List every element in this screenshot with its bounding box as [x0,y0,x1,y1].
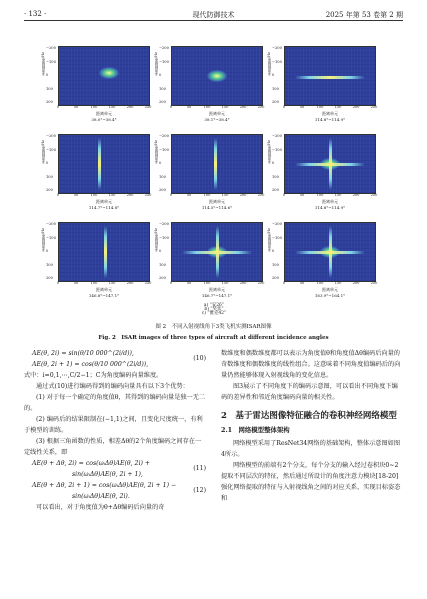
x-tick-label: 0 [169,281,173,285]
equation-12 [24,480,206,502]
panel-angle-label: 146.8°~147.1° [88,293,120,298]
panel-angle-label: 114.8°~114.9° [314,205,346,210]
x-tick-label: 200 [352,105,360,109]
x-tick-label: 150 [108,193,116,197]
scatter-blob [329,138,332,190]
row-label: c) “雅克42” [201,311,227,316]
paragraph: 数维度和偶数维度都可以表示为角度值θ和角度值Δθ编码后向量的奇数维度和偶数维度的线性组合。这意味着不同角度值编码后的向量仍然能够体现入射视线角的变化信息。 [221,350,401,379]
y-tick-label: −100 [272,59,282,64]
x-tick-label: 250 [370,105,378,109]
y-tick-label: 0 [272,249,275,253]
x-tick-label: 200 [126,281,134,285]
y-axis-label: 多普勒频率/Hz [41,52,45,76]
y-axis-label: 多普勒频率/Hz [267,228,271,252]
x-axis-label: 距离单元 [322,199,338,204]
x-tick-label: 50 [186,281,192,285]
y-tick-label: −100 [159,147,169,152]
x-tick-label: 100 [316,105,324,109]
eq10-line1: AE(θ, 2i) = sin(θ/10 000^(2i/d)), [32,350,134,357]
equation-10 [24,348,206,370]
x-tick-label: 250 [144,193,152,197]
x-tick-label: 0 [169,105,173,109]
y-tick-label: −100 [159,59,169,64]
x-tick-label: 150 [334,105,342,109]
isar-panel [154,220,267,308]
y-tick-label: 100 [272,174,279,179]
y-tick-label: 0 [272,161,275,165]
x-axis-label: 距离单元 [322,111,338,116]
x-tick-label: 100 [90,105,98,109]
isar-panel [41,132,154,220]
eq11-line2: sin(ωᵢΔθ)AE(θ, 2i + 1), [72,471,143,478]
panel-angle-label: 38.0°~38.4° [91,117,117,122]
paragraph: (2) 编码后的结果限制在(−1,1)之间，且变化尺度统一，有利于模型的训练。 [24,416,203,434]
y-tick-label: 200 [159,100,166,104]
paragraph: 式中：i=0,1,⋯,C/2−1；C为角度编码向量维度。 [24,372,163,379]
x-tick-label: 0 [282,105,286,109]
y-tick-label: 0 [46,73,49,77]
issue-info: 2025 年第 53 卷第 2 期 [325,11,403,19]
y-tick-label: −200 [159,222,169,226]
isar-image [58,222,150,282]
y-tick-label: −100 [272,147,282,152]
y-tick-label: 200 [159,276,166,280]
y-tick-label: −200 [159,46,169,50]
x-tick-label: 200 [239,193,247,197]
x-tick-label: 0 [56,193,60,197]
panel-angle-label: 163.9°~164.1° [314,293,346,298]
row-label: a) “安26” [203,303,225,308]
x-tick-label: 50 [73,105,79,109]
isar-image [58,46,150,106]
y-tick-label: 200 [272,276,279,280]
x-tick-label: 50 [73,193,79,197]
eq11-line1: AE(θ + Δθ, 2i) = cos(ωᵢΔθ)AE(θ, 2i) + [32,460,151,467]
isar-panel [154,132,267,220]
y-tick-label: 0 [272,73,275,77]
paragraph: 可以看出，对于角度值为θ+Δθ编码后向量的奇 [36,504,165,511]
isar-image [171,134,263,194]
y-axis-label: 多普勒频率/Hz [267,52,271,76]
y-tick-label: 100 [159,262,166,267]
isar-image [58,134,150,194]
scatter-blob [295,76,365,79]
y-tick-label: 100 [159,86,166,91]
y-tick-label: −100 [46,59,56,64]
x-tick-label: 100 [203,193,211,197]
figure-caption-zh: 图 2 不同入射视线角下3类飞机实测ISAR图像 [155,324,272,330]
x-tick-label: 0 [169,193,173,197]
x-tick-label: 250 [144,105,152,109]
x-tick-label: 50 [186,105,192,109]
x-tick-label: 150 [221,105,229,109]
isar-image [171,222,263,282]
x-tick-label: 250 [257,193,265,197]
eq12-number: (12) [193,487,206,494]
x-tick-label: 250 [257,281,265,285]
x-tick-label: 200 [126,105,134,109]
y-tick-label: −200 [272,222,282,226]
x-tick-label: 250 [144,281,152,285]
x-tick-label: 150 [108,281,116,285]
panel-angle-label: 38.1°~38.4° [204,117,230,122]
paragraph: 网络模型采用了ResNet34网络的基础架构，整体示意图如图4所示。 [221,440,401,458]
y-tick-label: 0 [46,161,49,165]
y-axis-label: 多普勒频率/Hz [154,228,158,252]
x-tick-label: 200 [239,105,247,109]
x-tick-label: 100 [316,193,324,197]
paragraph: 通过式(10)进行编码得到的编码向量具有以下3个优势： [36,383,189,390]
eq12-line1: AE(θ + Δθ, 2i + 1) = cos(ωᵢΔθ)AE(θ, 2i + 1) − [32,482,177,489]
x-tick-label: 100 [203,281,211,285]
equation-11 [24,458,206,480]
x-tick-label: 50 [299,105,305,109]
scatter-blob [104,226,107,278]
y-tick-label: 100 [272,262,279,267]
isar-panel [267,132,380,220]
y-axis-label: 多普勒频率/Hz [267,140,271,164]
y-tick-label: 0 [159,161,162,165]
isar-panel [154,44,267,132]
isar-figure-grid [41,44,384,316]
x-tick-label: 150 [334,281,342,285]
page-number: · 132 · [24,10,47,18]
x-tick-label: 150 [221,281,229,285]
y-axis-label: 多普勒频率/Hz [41,140,45,164]
x-tick-label: 250 [370,193,378,197]
y-tick-label: −100 [46,147,56,152]
y-axis-label: 多普勒频率/Hz [41,228,45,252]
y-tick-label: 200 [46,188,53,192]
isar-panel [41,44,154,132]
y-tick-label: −100 [159,235,169,240]
paragraph: 网络模型的前端有2个分支，每个分支的输入经过卷积块0~2提取不同层次的特征，然后通过所设计的角度注意力模块[18-20]强化网络提取的特征与入射视线角之间的对应关系，实现目标姿态和 [221,462,401,502]
x-tick-label: 0 [56,281,60,285]
eq10-line2: AE(θ, 2i + 1) = cos(θ/10 000^(2i/d)), [32,361,149,368]
journal-title: 现代防御技术 [192,11,235,19]
right-column [221,348,403,504]
x-tick-label: 250 [370,281,378,285]
x-axis-label: 距离单元 [96,199,112,204]
y-tick-label: 0 [46,249,49,253]
paragraph: 图3展示了不同角度下的编码示意图，可以看出不同角度下编码的差异性和邻近角度编码向量的相关性。 [221,383,398,401]
x-tick-label: 0 [282,281,286,285]
eq10-number: (10) [193,355,206,362]
subsection-heading: 2.1 网络模型整体架构 [221,426,290,434]
y-axis-label: 多普勒频率/Hz [154,140,158,164]
y-tick-label: −200 [272,134,282,138]
scatter-blob [207,70,227,82]
section-heading: 2 基于雷达图像特征融合的卷积神经网络模型 [221,411,397,421]
x-tick-label: 150 [108,105,116,109]
y-tick-label: 200 [272,100,279,104]
scatter-blob [216,226,219,278]
x-tick-label: 200 [352,281,360,285]
figure-caption-en: Fig. 2 ISAR images of three types of aircraft at different incidence angles [98,335,329,341]
panel-angle-label: 114.7°~114.8° [88,205,120,210]
x-axis-label: 距离单元 [96,111,112,116]
x-tick-label: 150 [334,193,342,197]
x-tick-label: 100 [90,193,98,197]
scatter-blob [329,226,332,278]
isar-panel [41,220,154,308]
y-tick-label: 200 [159,188,166,192]
isar-image [284,46,376,106]
header-rule [24,20,403,21]
x-tick-label: 50 [299,281,305,285]
y-tick-label: −200 [159,134,169,138]
paragraph: (1) 对于每一个确定的角度值θ，其得到的编码向量是独一无二的。 [24,394,206,412]
scatter-blob [99,67,119,79]
x-tick-label: 200 [352,193,360,197]
x-tick-label: 50 [186,193,192,197]
eq11-number: (11) [193,465,206,472]
y-tick-label: −200 [46,46,56,50]
panel-angle-label: 114.8°~114.9° [314,117,346,122]
x-axis-label: 距离单元 [209,287,225,292]
y-tick-label: 100 [159,174,166,179]
x-tick-label: 50 [299,193,305,197]
x-tick-label: 250 [257,105,265,109]
x-axis-label: 距离单元 [209,111,225,116]
row-label: b) “奖状” [204,307,224,312]
x-tick-label: 200 [126,193,134,197]
x-axis-label: 距离单元 [96,287,112,292]
isar-panel [267,220,380,308]
isar-image [284,222,376,282]
y-tick-label: −100 [272,235,282,240]
y-tick-label: 100 [46,86,53,91]
y-tick-label: 200 [46,100,53,104]
scatter-blob [98,138,101,190]
x-axis-label: 距离单元 [322,287,338,292]
paragraph: (3) 根据三角函数的性质，相差Δθ的2个角度编码之间存在一定线性关系，即 [24,438,202,456]
left-column [24,348,206,513]
x-tick-label: 200 [239,281,247,285]
y-tick-label: −200 [272,46,282,50]
y-tick-label: 100 [272,86,279,91]
y-tick-label: 100 [46,174,53,179]
x-tick-label: 100 [316,281,324,285]
y-axis-label: 多普勒频率/Hz [154,52,158,76]
panel-angle-label: 146.7°~147.1° [201,293,233,298]
y-tick-label: 200 [272,188,279,192]
isar-panel [267,44,380,132]
y-tick-label: 0 [159,73,162,77]
x-tick-label: 150 [221,193,229,197]
x-tick-label: 0 [56,105,60,109]
isar-image [171,46,263,106]
y-tick-label: −100 [46,235,56,240]
x-tick-label: 100 [203,105,211,109]
eq12-line2: sin(ωᵢΔθ)AE(θ, 2i). [72,493,130,500]
y-tick-label: −200 [46,134,56,138]
isar-image [284,134,376,194]
x-axis-label: 距离单元 [209,199,225,204]
x-tick-label: 50 [73,281,79,285]
y-tick-label: −200 [46,222,56,226]
x-tick-label: 100 [90,281,98,285]
y-tick-label: 100 [46,262,53,267]
scatter-blob [214,138,217,190]
x-tick-label: 0 [282,193,286,197]
panel-angle-label: 114.5°~114.6° [201,205,233,210]
y-tick-label: 0 [159,249,162,253]
y-tick-label: 200 [46,276,53,280]
